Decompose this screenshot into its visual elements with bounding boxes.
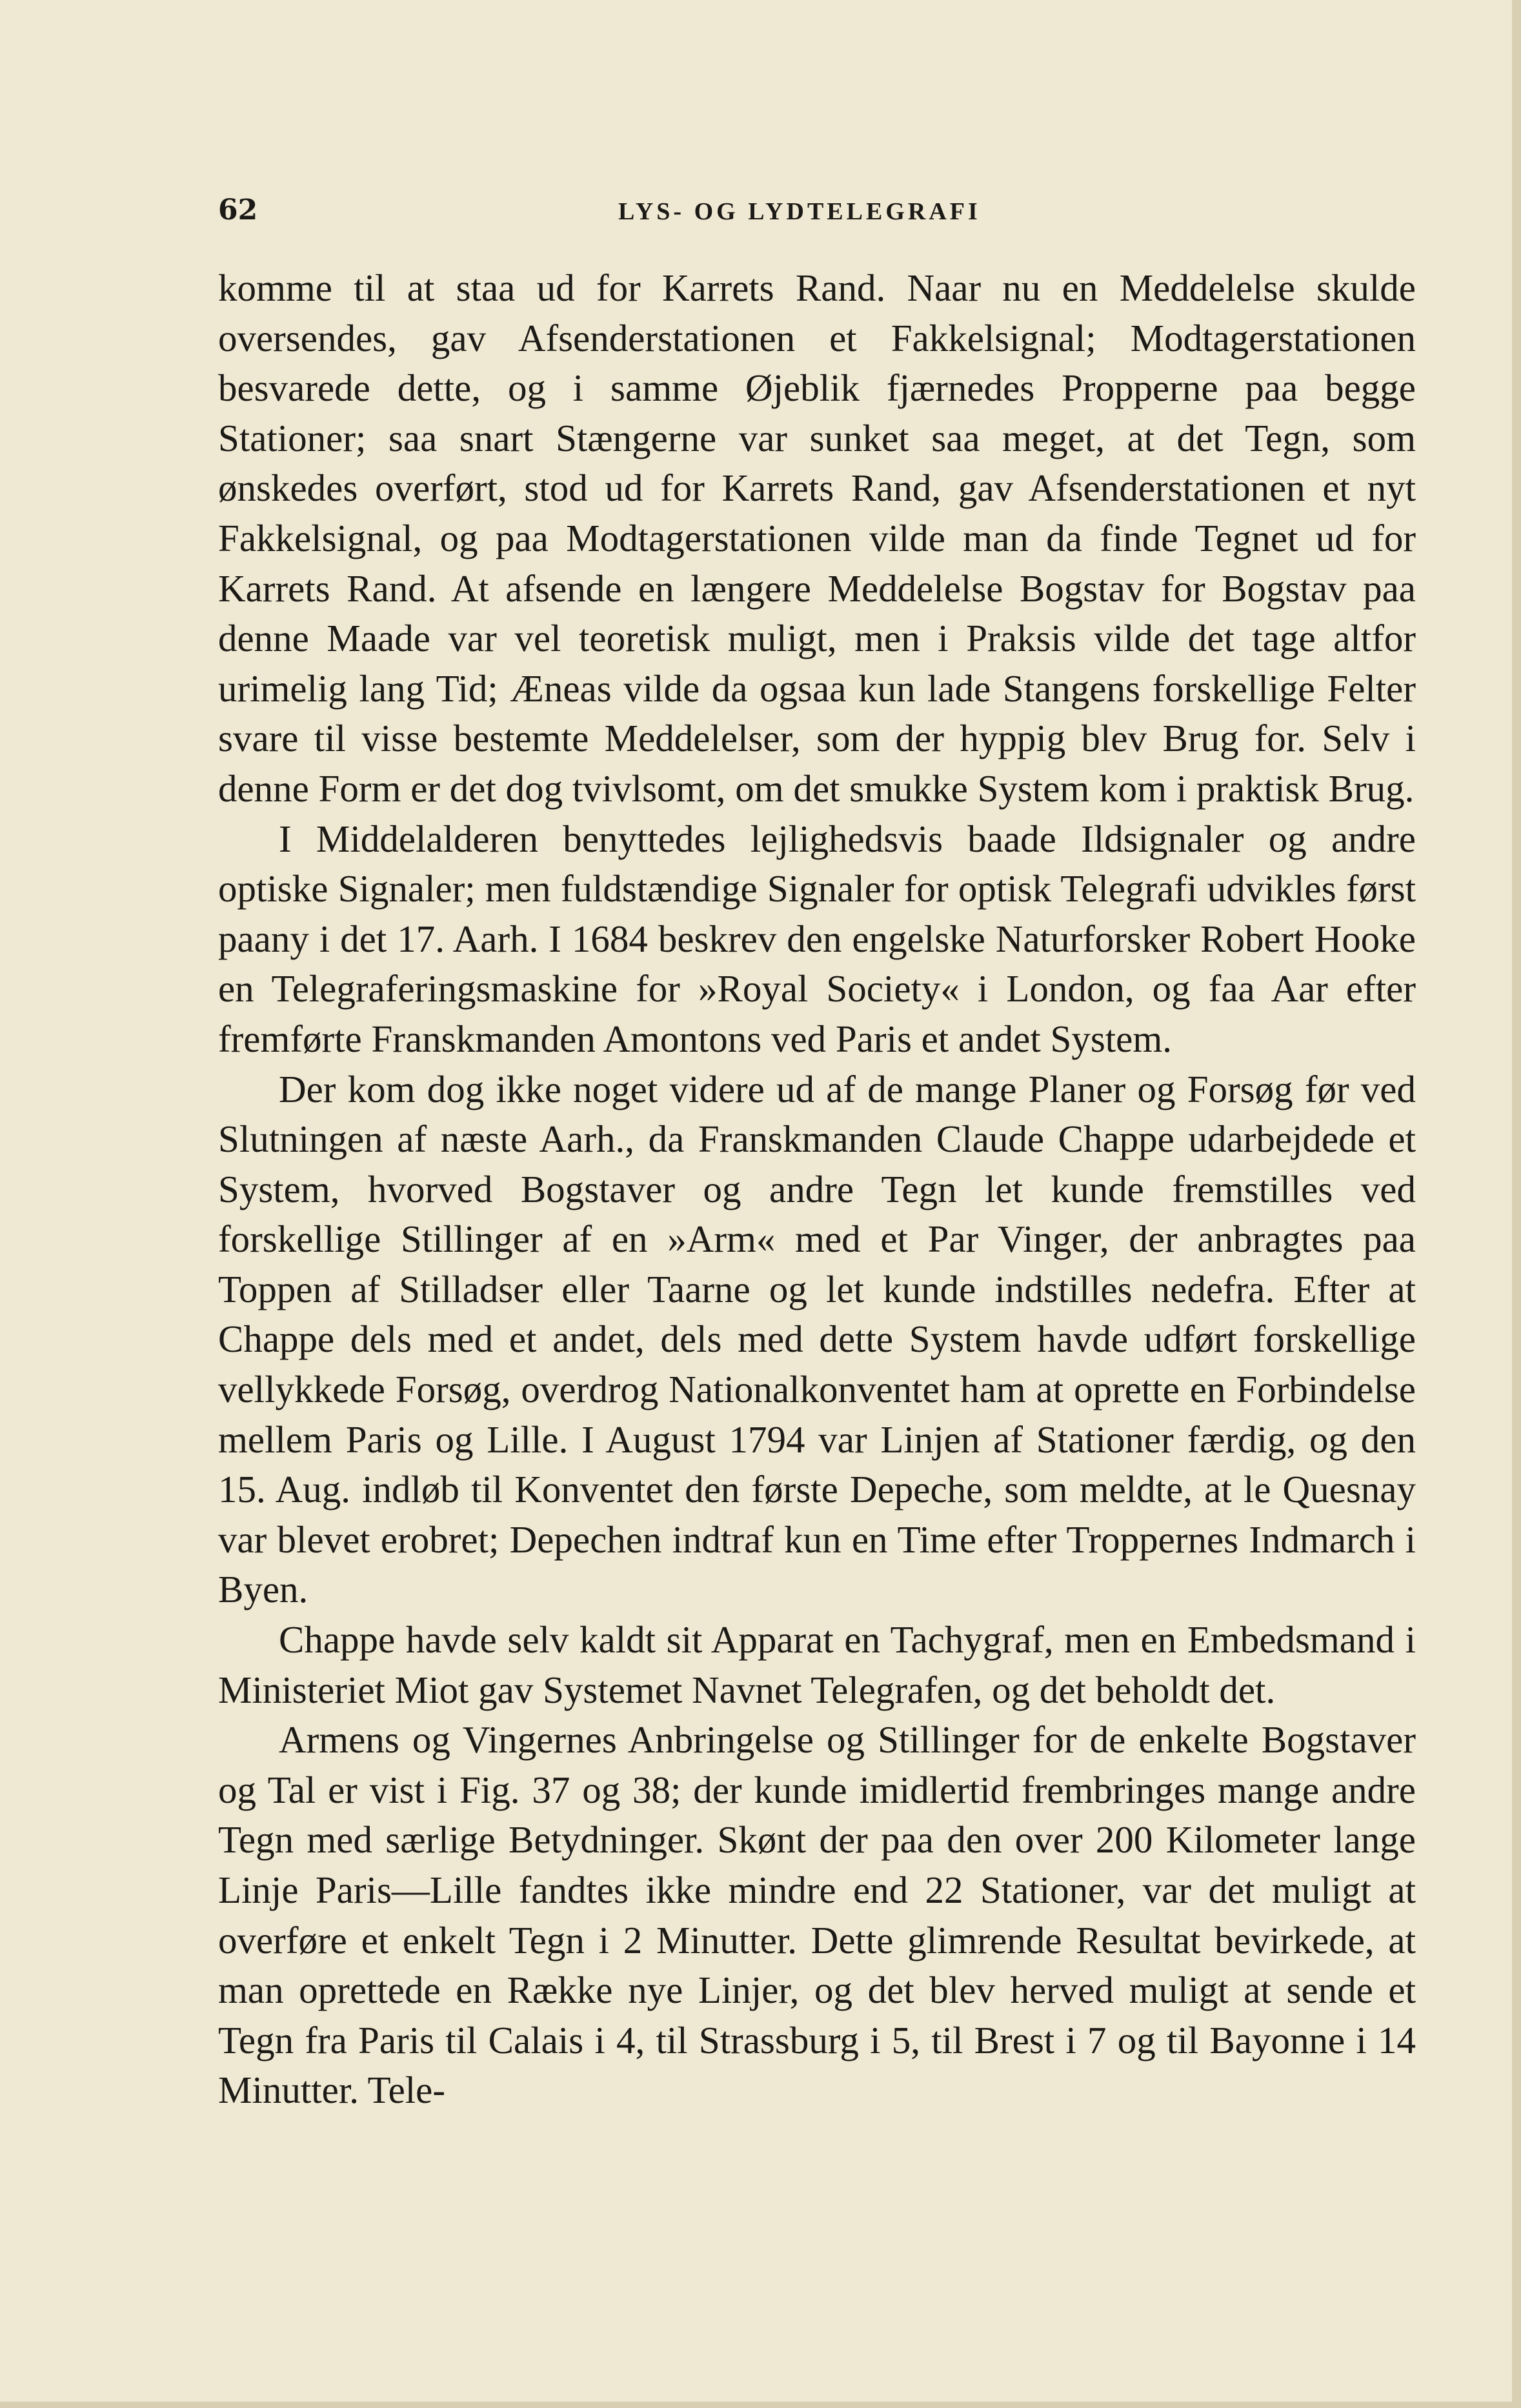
paragraph: Chappe havde selv kaldt sit Apparat en Tachygraf, men en Embedsmand i Ministeriet Miot gav Systemet Navnet Telegrafen, og det beholdt det. bbox=[218, 1618, 1416, 1711]
paragraph: Armens og Vingernes Anbringelse og Stillinger for de enkelte Bogstaver og Tal er vist i Fig. 37 og 38; der kunde imidlertid frembringes mange andre Tegn med særlige Betydninger. Skønt der paa den over 200 Kilometer lange Linje Paris—Lille fandtes ikke mindre end 22 Stationer, var det muligt at overføre et enkelt Tegn i 2 Minutter. Dette glimrende Resultat bevirkede, at man oprettede en Række nye Linjer, og det blev herved muligt at sende et Tegn fra Paris til Calais i 4, til Strassburg i 5, til Brest i 7 og til Bayonne i 14 Minutter. Tele- bbox=[218, 1718, 1416, 2112]
page-number: 62 bbox=[218, 194, 258, 226]
paragraph: komme til at staa ud for Karrets Rand. Naar nu en Meddelelse skulde oversendes, gav Afsenderstationen et Fakkelsignal; Modtagerstationen besvarede dette, og i samme Øjeblik fjærnedes Propperne paa begge Stationer; saa snart Stængerne var sunket saa meget, at det Tegn, som ønskedes overført, stod ud for Karrets Rand, gav Afsenderstationen et nyt Fakkelsignal, og paa Modtagerstationen vilde man da finde Tegnet ud for Karrets Rand. At afsende en længere Meddelelse Bogstav for Bogstav paa denne Maade var vel teoretisk muligt, men i Praksis vilde det tage altfor urimelig lang Tid; Æneas vilde da ogsaa kun lade Stangens forskellige Felter svare til visse bestemte Meddelelser, som der hyppig blev Brug for. Selv i denne Form er det dog tvivlsomt, om det smukke System kom i praktisk Brug. bbox=[218, 266, 1416, 810]
running-head: LYS- OG LYDTELEGRAFI bbox=[618, 198, 981, 225]
paragraph: I Middelalderen benyttedes lejlighedsvis baade Ildsignaler og andre optiske Signaler; men fuldstændige Signaler for optisk Telegrafi udvikles først paany i det 17. Aarh. I 1684 beskrev den engelske Naturforsker Robert Hooke en Telegraferingsmaskine for »Royal Society« i London, og faa Aar efter fremførte Franskmanden Amontons ved Paris et andet System. bbox=[218, 817, 1416, 1060]
paragraph: Der kom dog ikke noget videre ud af de mange Planer og Forsøg før ved Slutningen af næste Aarh., da Franskmanden Claude Chappe udarbejdede et System, hvorved Bogstaver og andre Tegn let kunde fremstilles ved forskellige Stillinger af en »Arm« med et Par Vinger, der anbragtes paa Toppen af Stilladser eller Taarne og let kunde indstilles nedefra. Efter at Chappe dels med et andet, dels med dette System havde udført forskellige vellykkede Forsøg, overdrog Nationalkonventet ham at oprette en Forbindelse mellem Paris og Lille. I August 1794 var Linjen af Stationer færdig, og den 15. Aug. indløb til Konventet den første Depeche, som meldte, at le Quesnay var blevet erobret; Depechen indtraf kun en Time efter Troppernes Indmarch i Byen. bbox=[218, 1067, 1416, 1611]
page-header bbox=[218, 194, 1412, 239]
body-text bbox=[218, 263, 1416, 2116]
